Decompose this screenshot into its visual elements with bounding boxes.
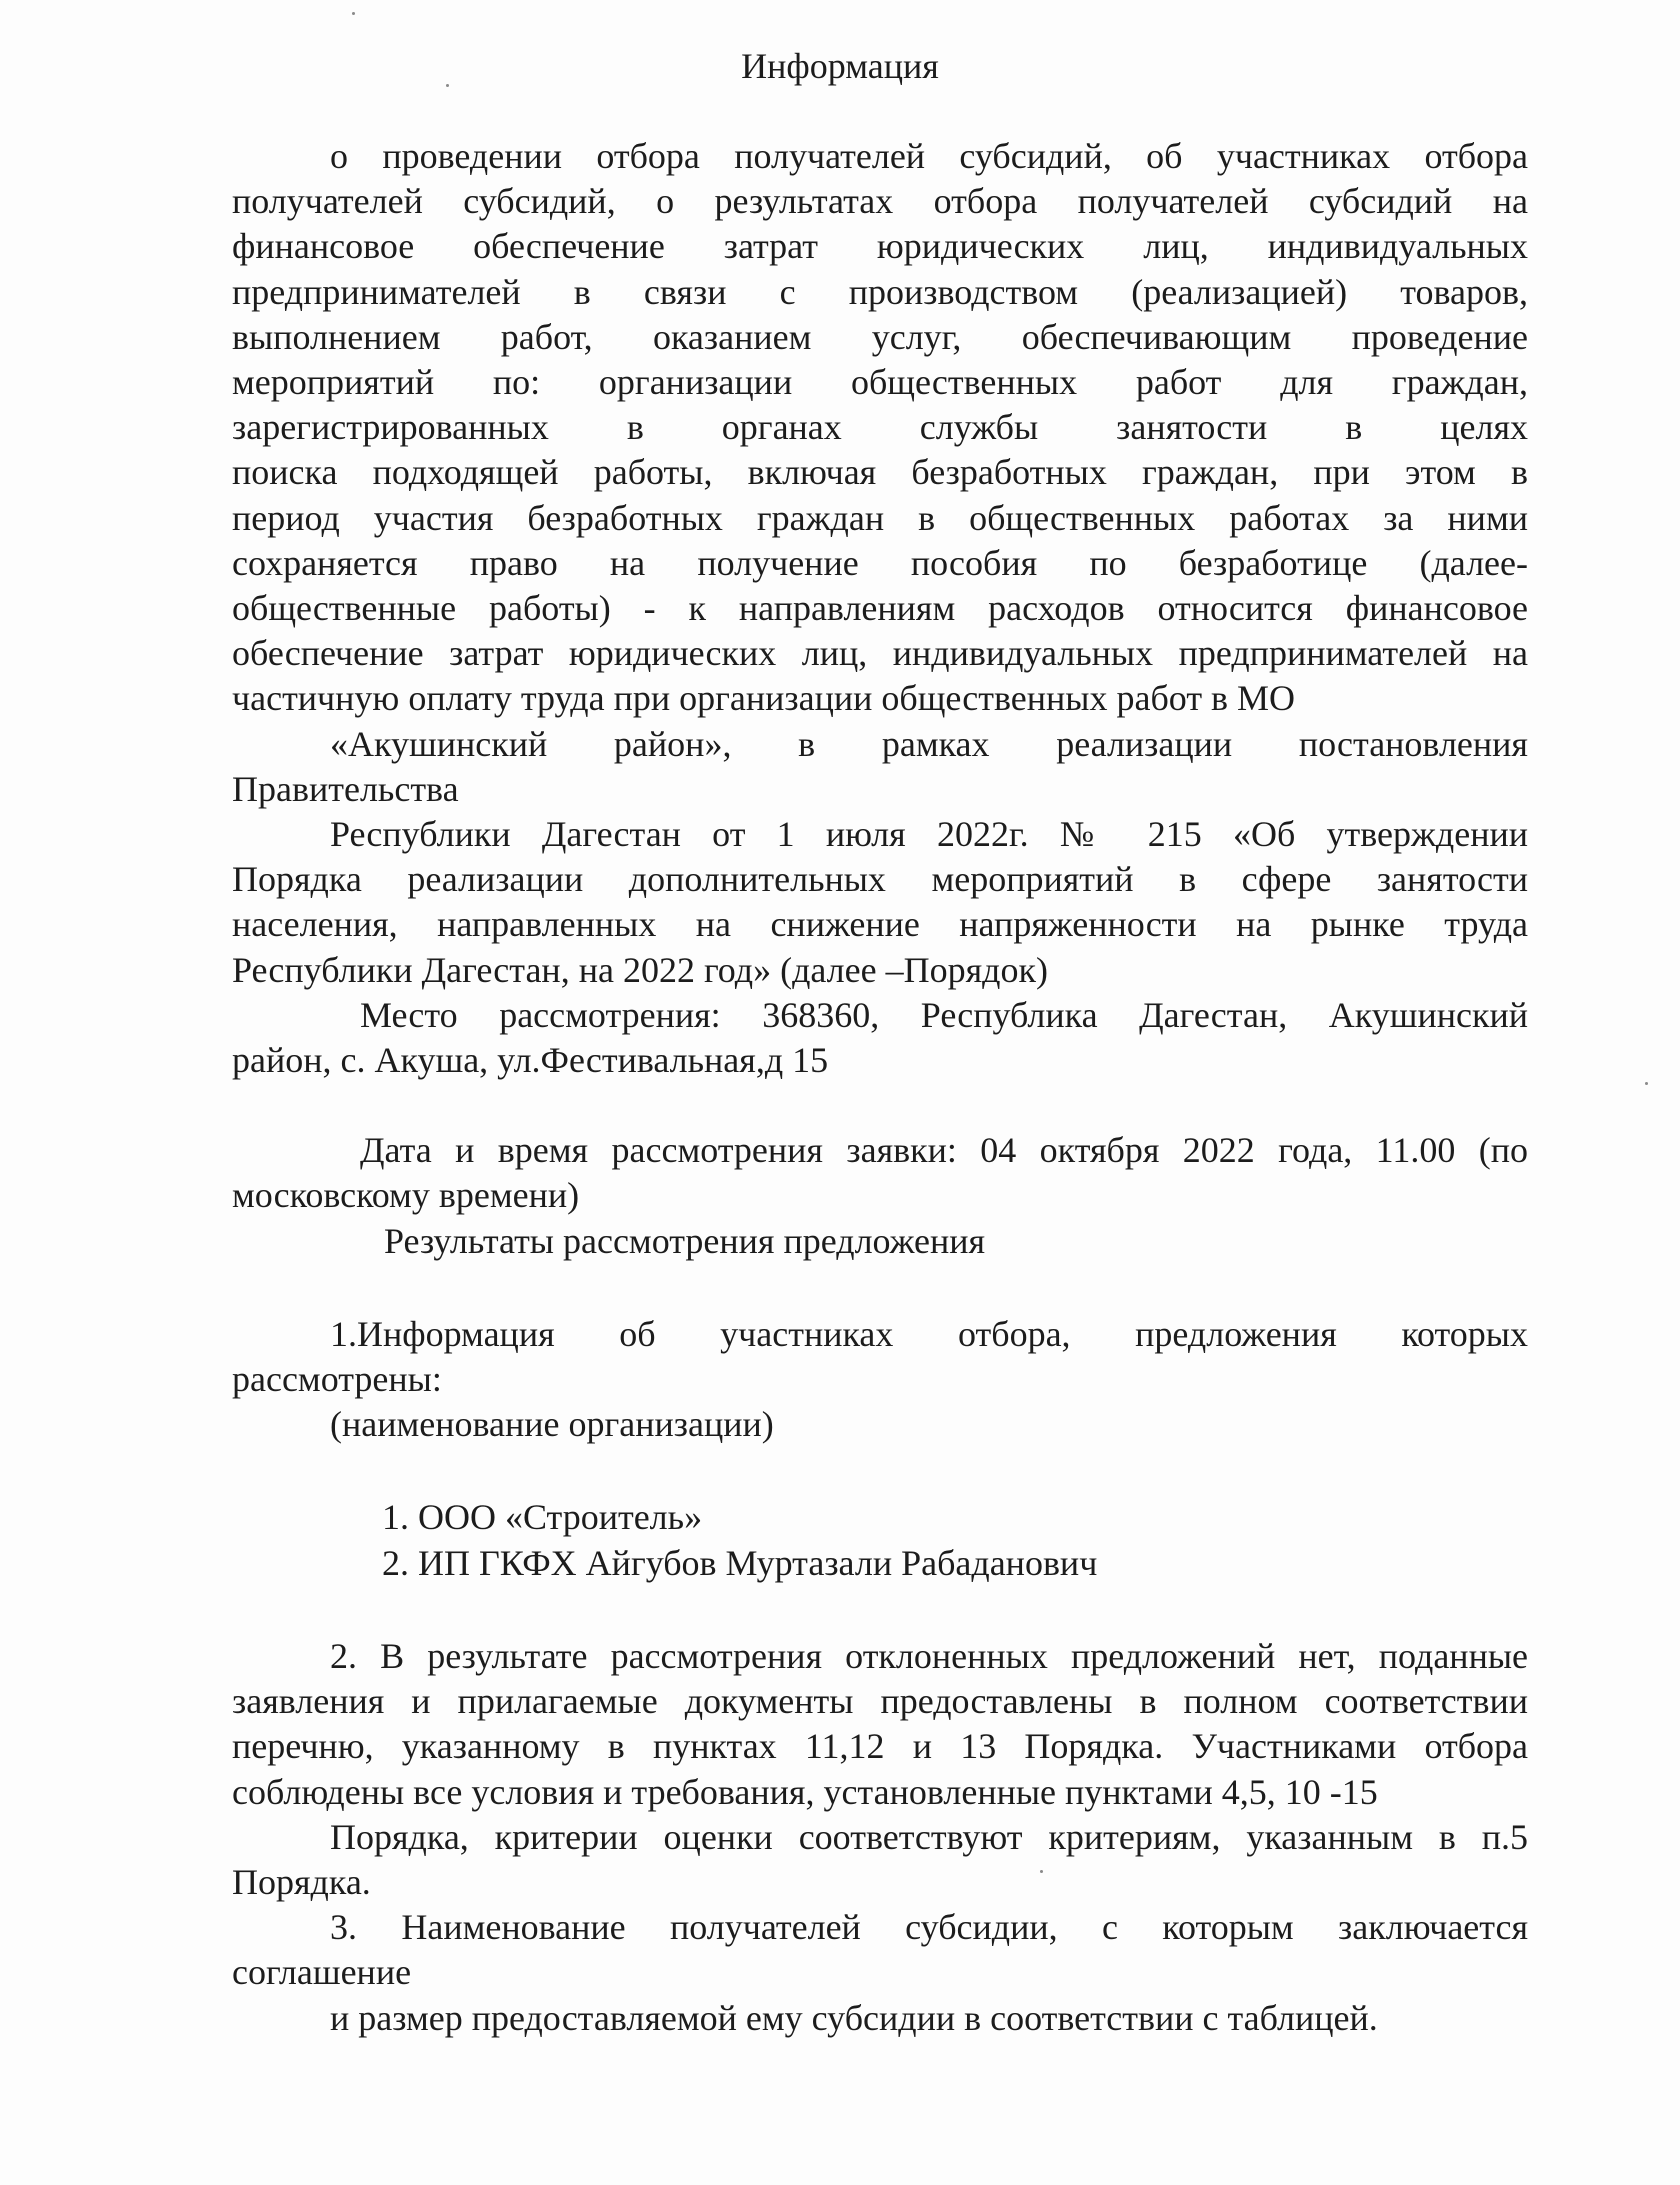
decree-paragraph xyxy=(232,812,1528,993)
intro-line: общественные работы) - к направлениям расходов относится финансовое xyxy=(232,588,1528,629)
intro-line: финансовое обеспечение затрат юридических лиц, индивидуальных xyxy=(232,226,1528,267)
intro-line: о проведении отбора получателей субсидий, об участниках отбора xyxy=(330,136,1528,176)
section-3-line: и размер предоставляемой ему субсидии в соответствии с таблицей. xyxy=(330,1997,1378,2038)
section-3-line: 3. Наименование получателей субсидии, с которым заключается xyxy=(330,1907,1528,1948)
participants-list xyxy=(232,1495,1528,1585)
section-2-line: соблюдены все условия и требования, установленные пунктами 4,5, 10 -15 xyxy=(232,1771,1378,1812)
scan-speck xyxy=(1645,1082,1648,1085)
scan-speck xyxy=(352,12,355,15)
district-line: Правительства xyxy=(232,768,459,809)
district-paragraph xyxy=(232,722,1528,812)
scan-speck xyxy=(446,84,449,87)
section-2-line: Порядка. xyxy=(232,1861,371,1902)
intro-line: частичную оплату труда при организации общественных работ в МО xyxy=(232,678,1296,719)
section-1 xyxy=(232,1312,1528,1586)
place-line: район, с. Акуша, ул.Фестивальная,д 15 xyxy=(232,1040,829,1081)
intro-line: мероприятий по: организации общественных работ для граждан, xyxy=(232,362,1528,403)
decree-line: населения, направленных на снижение напряженности на рынке труда xyxy=(232,904,1528,945)
datetime-line: Дата и время рассмотрения заявки: 04 октября 2022 года, 11.00 (по xyxy=(360,1130,1528,1171)
spacer xyxy=(232,1447,1528,1495)
section-2-line: Порядка, критерии оценки соответствуют критериям, указанным в п.5 xyxy=(330,1816,1528,1857)
intro-paragraph xyxy=(232,134,1528,722)
document-title: Информация xyxy=(741,46,939,86)
decree-line: Республики Дагестан от 1 июля 2022г. № 215 «Об утверждении xyxy=(330,814,1528,855)
section-3 xyxy=(232,1905,1528,2041)
section-1-line: 1.Информация об участниках отбора, предложения которых xyxy=(330,1313,1528,1354)
decree-line: Республики Дагестан, на 2022 год» (далее –Порядок) xyxy=(232,949,1048,990)
datetime-line: московскому времени) xyxy=(232,1175,580,1216)
intro-line: получателей субсидий, о результатах отбора получателей субсидий на xyxy=(232,181,1528,222)
intro-line: сохраняется право на получение пособия по безработице (далее- xyxy=(232,542,1528,583)
decree-line: Порядка реализации дополнительных мероприятий в сфере занятости xyxy=(232,859,1528,900)
intro-line: предпринимателей в связи с производством (реализацией) товаров, xyxy=(232,271,1528,312)
intro-line: обеспечение затрат юридических лиц, индивидуальных предпринимателей на xyxy=(232,633,1528,674)
section-3-line: соглашение xyxy=(232,1952,412,1993)
document-body xyxy=(232,134,1528,2041)
spacer xyxy=(232,1083,1528,1128)
participant-item: 1. ООО «Строитель» xyxy=(382,1497,703,1538)
spacer xyxy=(232,1264,1528,1312)
intro-line: период участия безработных граждан в общественных работах за ними xyxy=(232,497,1528,538)
place-paragraph xyxy=(232,993,1528,1083)
org-name-label: (наименование организации) xyxy=(330,1404,774,1445)
section-1-line: рассмотрены: xyxy=(232,1359,442,1400)
section-2 xyxy=(232,1634,1528,1905)
intro-line: поиска подходящей работы, включая безработных граждан, при этом в xyxy=(232,452,1528,493)
scan-speck xyxy=(1040,1870,1043,1873)
section-2-line: 2. В результате рассмотрения отклоненных предложений нет, поданные xyxy=(330,1635,1528,1676)
participant-item: 2. ИП ГКФХ Айгубов Муртазали Рабаданович xyxy=(382,1542,1098,1583)
place-line: Место рассмотрения: 368360, Республика Дагестан, Акушинский xyxy=(360,994,1528,1035)
section-2-line: перечню, указанному в пунктах 11,12 и 13 Порядка. Участниками отбора xyxy=(232,1726,1528,1767)
datetime-paragraph xyxy=(232,1128,1528,1218)
results-heading: Результаты рассмотрения предложения xyxy=(384,1220,986,1261)
section-2-line: заявления и прилагаемые документы предоставлены в полном соответствии xyxy=(232,1681,1528,1722)
intro-line: зарегистрированных в органах службы занятости в целях xyxy=(232,407,1528,448)
intro-line: выполнением работ, оказанием услуг, обеспечивающим проведение xyxy=(232,316,1528,357)
district-line: «Акушинский район», в рамках реализации постановления xyxy=(330,723,1528,764)
spacer xyxy=(232,1586,1528,1634)
